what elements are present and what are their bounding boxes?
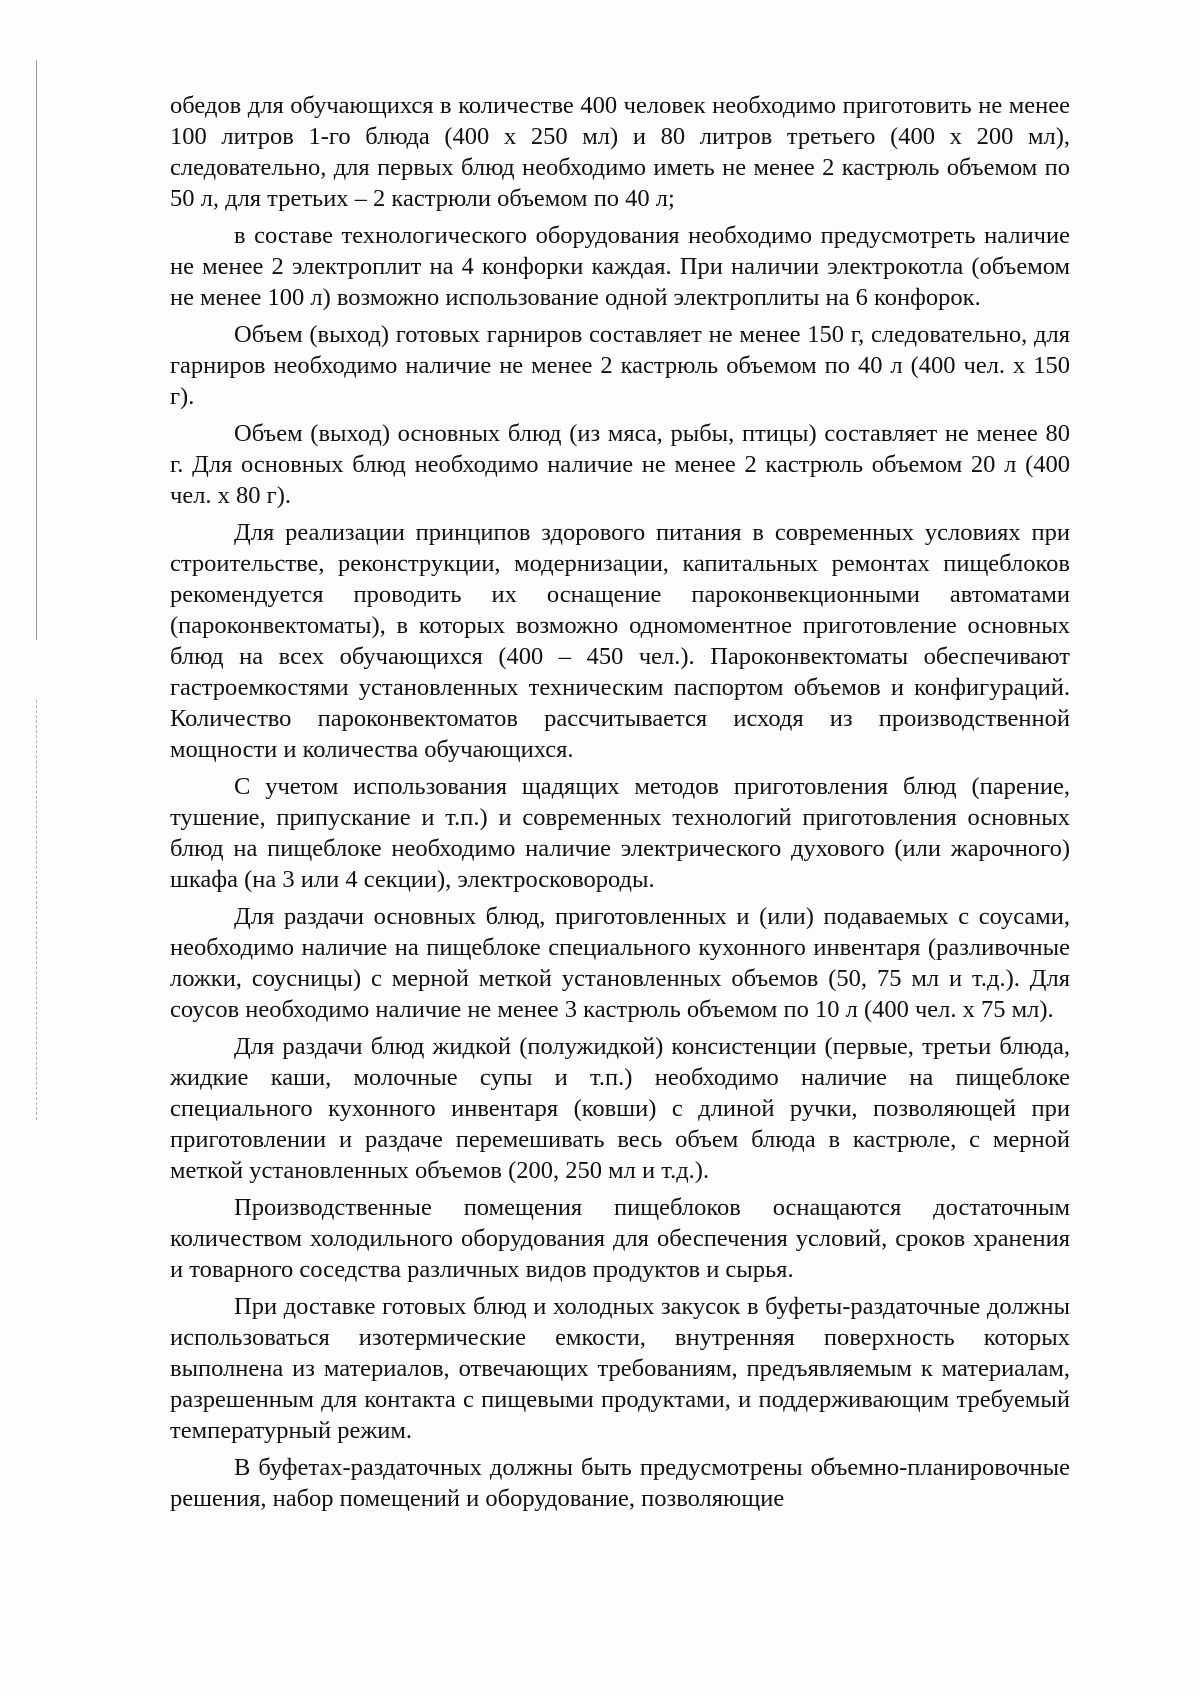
paragraph-buffets: В буфетах-раздаточных должны быть предусмотрены объемно-планировочные решения, набор помещений и оборудование, позволяющие: [170, 1454, 1070, 1512]
paragraph-oven: С учетом использования щадящих методов приготовления блюд (парение, тушение, припускание и т.п.) и современных технологий приготовления основных блюд на пищеблоке необходимо наличие электрического духового (или жарочного) шкафа (на 3 или 4 секции), электросковороды.: [170, 773, 1070, 893]
paragraph-delivery: При доставке готовых блюд и холодных закусок в буфеты-раздаточные должны использоваться изотермические емкости, внутренняя поверхность которых выполнена из материалов, отвечающих требованиям, предъявляемым к материалам, разрешенным для контакта с пищевыми продуктами, и поддерживающим требуемый температурный режим.: [170, 1293, 1070, 1444]
paragraph-main-dishes: Объем (выход) основных блюд (из мяса, рыбы, птицы) составляет не менее 80 г. Для основных блюд необходимо наличие не менее 2 кастрюль объемом 20 л (400 чел. x 80 г).: [170, 420, 1070, 509]
paragraph-garnish: Объем (выход) готовых гарниров составляет не менее 150 г, следовательно, для гарниров необходимо наличие не менее 2 кастрюль объемом по 40 л (400 чел. x 150 г).: [170, 321, 1070, 410]
paragraph-sauces: Для раздачи основных блюд, приготовленных и (или) подаваемых с соусами, необходимо наличие на пищеблоке специального кухонного инвентаря (разливочные ложки, соусницы) с мерной меткой установленных объемов (50, 75 мл и т.д.). Для соусов необходимо наличие не менее 3 кастрюль объемом по 10 л (400 чел. x 75 мл).: [170, 903, 1070, 1023]
paragraph-ladles: Для раздачи блюд жидкой (полужидкой) консистенции (первые, третьи блюда, жидкие каши, молочные супы и т.п.) необходимо наличие на пищеблоке специального кухонного инвентаря (ковши) с длиной ручки, позволяющей при приготовлении и раздаче перемешивать весь объем блюда в кастрюле, с мерной меткой установленных объемов (200, 250 мл и т.д.).: [170, 1033, 1070, 1184]
paragraph-stoves: в составе технологического оборудования необходимо предусмотреть наличие не менее 2 электроплит на 4 конфорки каждая. При наличии электрокотла (объемом не менее 100 л) возможно использование одной электроплиты на 6 конфорок.: [170, 222, 1070, 311]
paragraph-continuation: обедов для обучающихся в количестве 400 человек необходимо приготовить не менее 100 литров 1-го блюда (400 x 250 мл) и 80 литров третьего (400 x 200 мл), следовательно, для первых блюд необходимо иметь не менее 2 кастрюль объемом по 50 л, для третьих – 2 кастрюли объемом по 40 л;: [170, 92, 1070, 212]
document-body: [170, 90, 1070, 1520]
scan-margin-line: [36, 700, 37, 1120]
scan-margin-line: [36, 60, 37, 640]
paragraph-refrigeration: Производственные помещения пищеблоков оснащаются достаточным количеством холодильного оборудования для обеспечения условий, сроков хранения и товарного соседства различных видов продуктов и сырья.: [170, 1194, 1070, 1283]
paragraph-combi-steamers: Для реализации принципов здорового питания в современных условиях при строительстве, реконструкции, модернизации, капитальных ремонтах пищеблоков рекомендуется проводить их оснащение пароконвекционными автоматами (пароконвектоматы), в которых возможно одномоментное приготовление основных блюд на всех обучающихся (400 – 450 чел.). Пароконвектоматы обеспечивают гастроемкостями установленных техническим паспортом объемов и конфигураций. Количество пароконвектоматов рассчитывается исходя из производственной мощности и количества обучающихся.: [170, 519, 1070, 763]
